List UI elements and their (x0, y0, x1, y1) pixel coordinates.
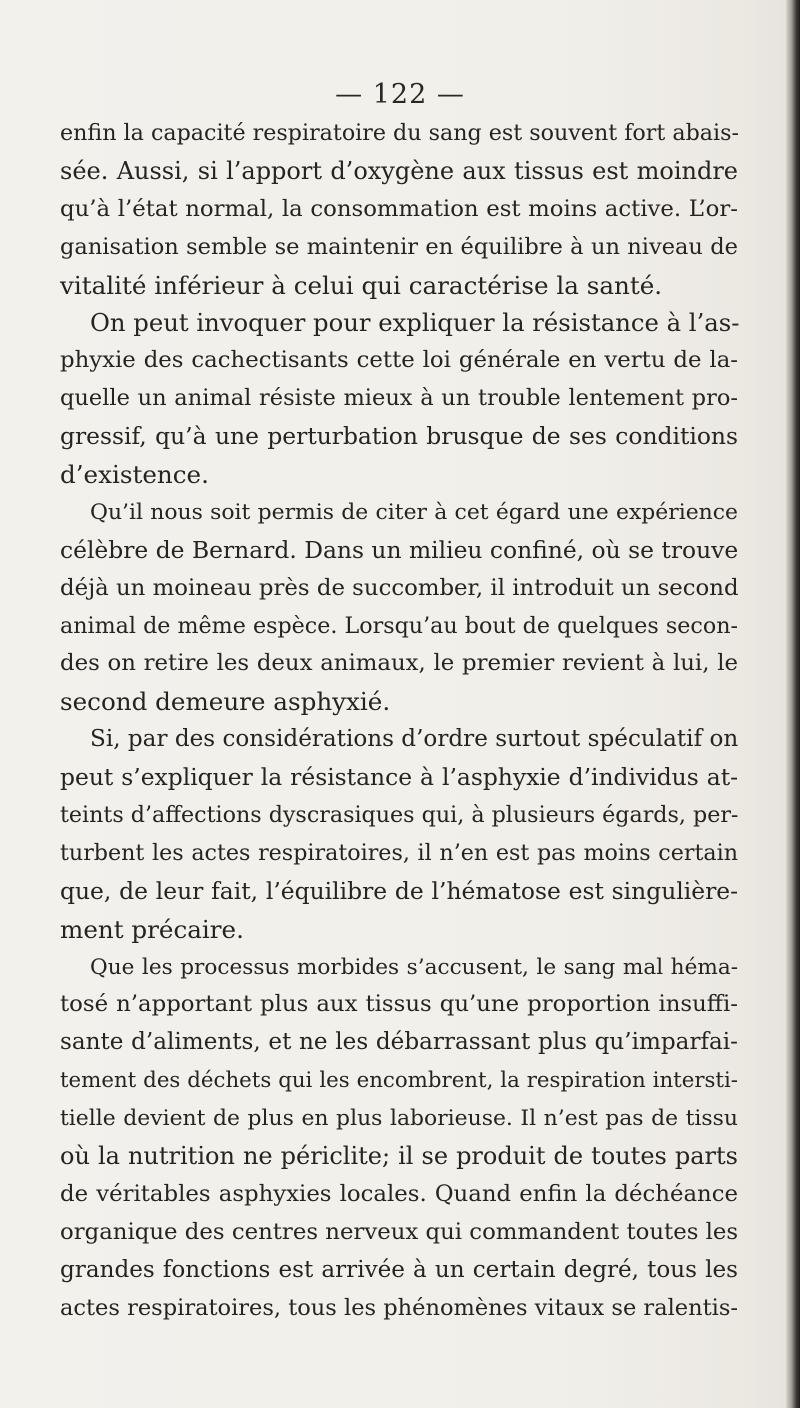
text-line: tement des déchets qui les encombrent, la respiration intersti- (60, 1068, 738, 1094)
text-line: tosé n’apportant plus aux tissus qu’une proportion insuffi- (60, 991, 738, 1018)
text-line: organique des centres nerveux qui commandent toutes les (60, 1218, 739, 1245)
text-line: quelle un animal résiste mieux à un trouble lentement pro- (60, 385, 738, 412)
text-line: peut s’expliquer la résistance à l’asphyxie d’individus at- (60, 763, 738, 792)
text-line: sée. Aussi, si l’apport d’oxygène aux tissus est moindre (60, 156, 738, 185)
text-line: où la nutrition ne périclite; il se produit de toutes parts (60, 1142, 738, 1171)
paragraph-2 (60, 304, 738, 493)
text-line: déjà un moineau près de succomber, il introduit un second (60, 574, 739, 601)
body-text (60, 115, 738, 1328)
text-line: teints d’affections dyscrasiques qui, à plusieurs égards, per- (60, 802, 739, 829)
paragraph-1 (60, 115, 738, 304)
paragraph-5 (60, 949, 738, 1328)
text-line: actes respiratoires, tous les phénomènes vitaux se ralentis- (60, 1294, 738, 1321)
text-line: vitalité inférieur à celui qui caractérise la santé. (60, 270, 663, 300)
text-line: sante d’aliments, et ne les débarrassant plus qu’imparfai- (60, 1029, 738, 1056)
text-line: grandes fonctions est arrivée à un certain degré, tous les (60, 1256, 738, 1283)
text-line: gressif, qu’à une perturbation brusque de ses conditions (60, 422, 738, 451)
page-edge-shadow (786, 0, 800, 1408)
text-line: Si, par des considérations d’ordre surtout spéculatif on (90, 726, 739, 753)
text-line: second demeure asphyxié. (60, 687, 391, 717)
text-line: Que les processus morbides s’accusent, le sang mal héma- (90, 954, 738, 980)
text-line: ment précaire. (60, 914, 244, 944)
paragraph-3 (60, 494, 738, 721)
text-line: ganisation semble se maintenir en équilibre à un niveau de (60, 233, 738, 260)
text-line: d’existence. (60, 460, 209, 490)
text-line: enfin la capacité respiratoire du sang est souvent fort abais- (60, 120, 739, 146)
paragraph-4 (60, 721, 738, 948)
text-line: On peut invoquer pour expliquer la résistance à l’as- (90, 308, 740, 338)
page-number: — 122 — (335, 79, 465, 110)
text-line: des on retire les deux animaux, le premier revient à lui, le (60, 650, 738, 677)
text-line: qu’à l’état normal, la consommation est moins active. L’or- (60, 195, 738, 222)
text-line: célèbre de Bernard. Dans un milieu confiné, où se trouve (60, 535, 739, 564)
text-line: tielle devient de plus en plus laborieuse. Il n’est pas de tissu (60, 1106, 738, 1132)
text-line: turbent les actes respiratoires, il n’en est pas moins certain (60, 839, 738, 866)
text-line: Qu’il nous soit permis de citer à cet égard une expérience (90, 499, 738, 525)
text-line: animal de même espèce. Lorsqu’au bout de quelques secon- (60, 612, 738, 639)
text-line: de véritables asphyxies locales. Quand enfin la déchéance (60, 1180, 738, 1207)
text-line: phyxie des cachectisants cette loi générale en vertu de la- (60, 347, 738, 374)
text-line: que, de leur fait, l’équilibre de l’hématose est singulière- (60, 876, 738, 905)
